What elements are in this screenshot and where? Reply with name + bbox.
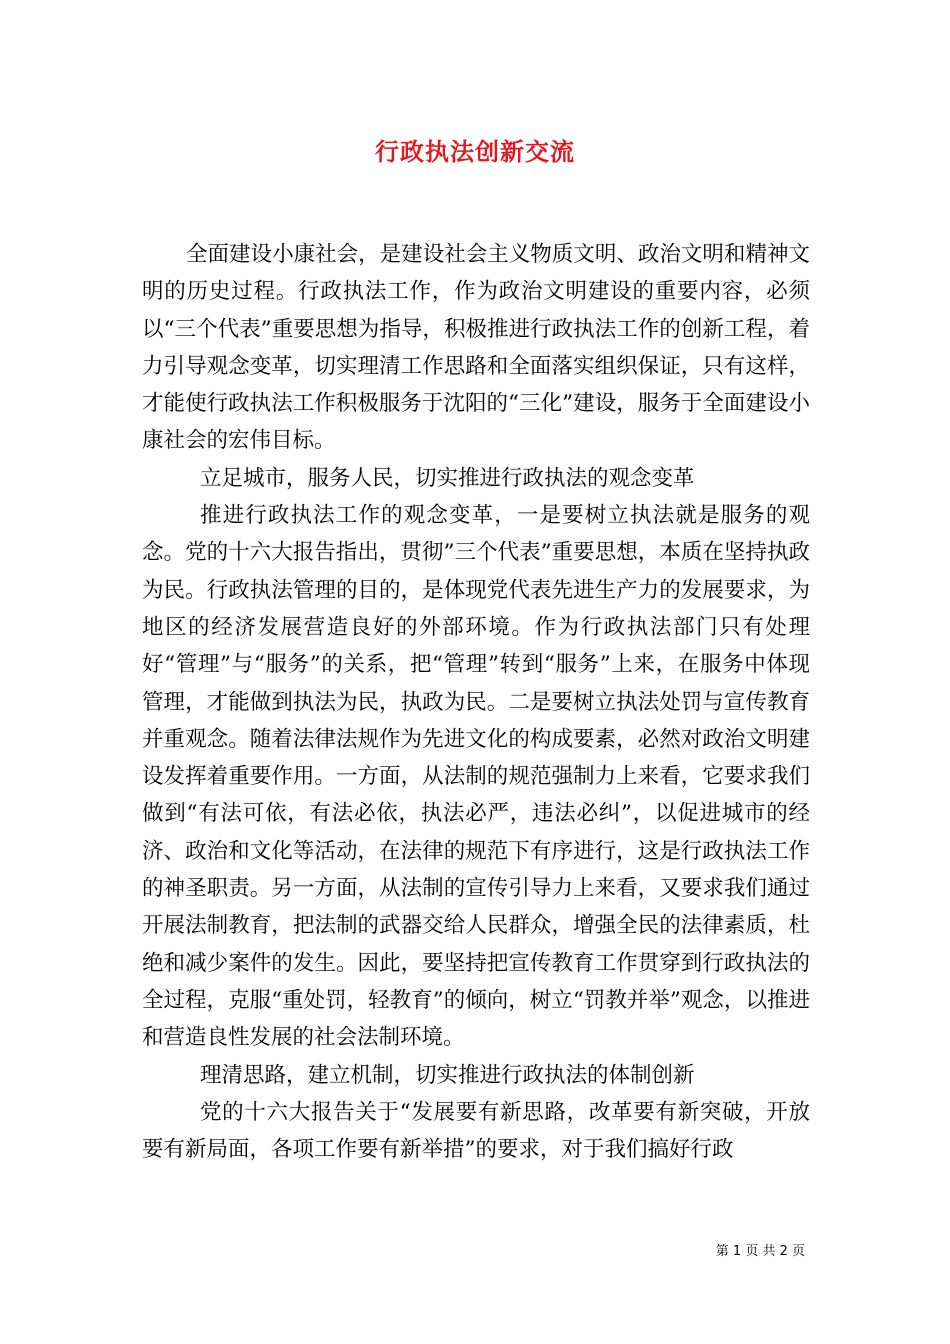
paragraph-section-2: 党的十六大报告关于“发展要有新思路，改革要有新突破，开放要有新局面，各项工作要有新举措”的要求，对于我们搞好行政 <box>142 1099 810 1163</box>
document-body <box>142 236 810 1168</box>
document-title: 行政执法创新交流 <box>375 137 575 166</box>
section-heading-1: 立足城市，服务人民，切实推进行政执法的观念变革 <box>200 465 695 491</box>
section-heading-2: 理清思路，建立机制，切实推进行政执法的体制创新 <box>200 1062 695 1088</box>
paragraph-intro: 全面建设小康社会，是建设社会主义物质文明、政治文明和精神文明的历史过程。行政执法工作，作为政治文明建设的重要内容，必须以“三个代表”重要思想为指导，积极推进行政执法工作的创新工程，着力引导观念变革，切实理清工作思路和全面落实组织保证，只有这样，才能使行政执法工作积极服务于沈阳的“三化”建设，服务于全面建设小康社会的宏伟目标。 <box>142 242 810 454</box>
page-number: 第 1 页 共 2 页 <box>715 1244 805 1259</box>
paragraph-section-1: 推进行政执法工作的观念变革，一是要树立执法就是服务的观念。党的十六大报告指出，贯彻”三个代表”重要思想，本质在坚持执政为民。行政执法管理的目的，是体现党代表先进生产力的发展要求，为地区的经济发展营造良好的外部环境。作为行政执法部门只有处理好“管理”与“服务”的关系，把“管理”转到“服务”上来，在服务中体现管理，才能做到执法为民，执政为民。二是要树立执法处罚与宣传教育并重观念。随着法律法规作为先进文化的构成要素，必然对政治文明建设发挥着重要作用。一方面，从法制的规范强制力上来看，它要求我们做到“有法可依，有法必依，执法必严，违法必纠”，以促进城市的经济、政治和文化等活动，在法律的规范下有序进行，这是行政执法工作的神圣职责。另一方面，从法制的宣传引导力上来看，又要求我们通过开展法制教育，把法制的武器交给人民群众，增强全民的法律素质，杜绝和减少案件的发生。因此，要坚持把宣传教育工作贯穿到行政执法的全过程，克服“重处罚，轻教育”的倾向，树立“罚教并举”观念，以推进和营造良性发展的社会法制环境。 <box>142 503 810 1051</box>
